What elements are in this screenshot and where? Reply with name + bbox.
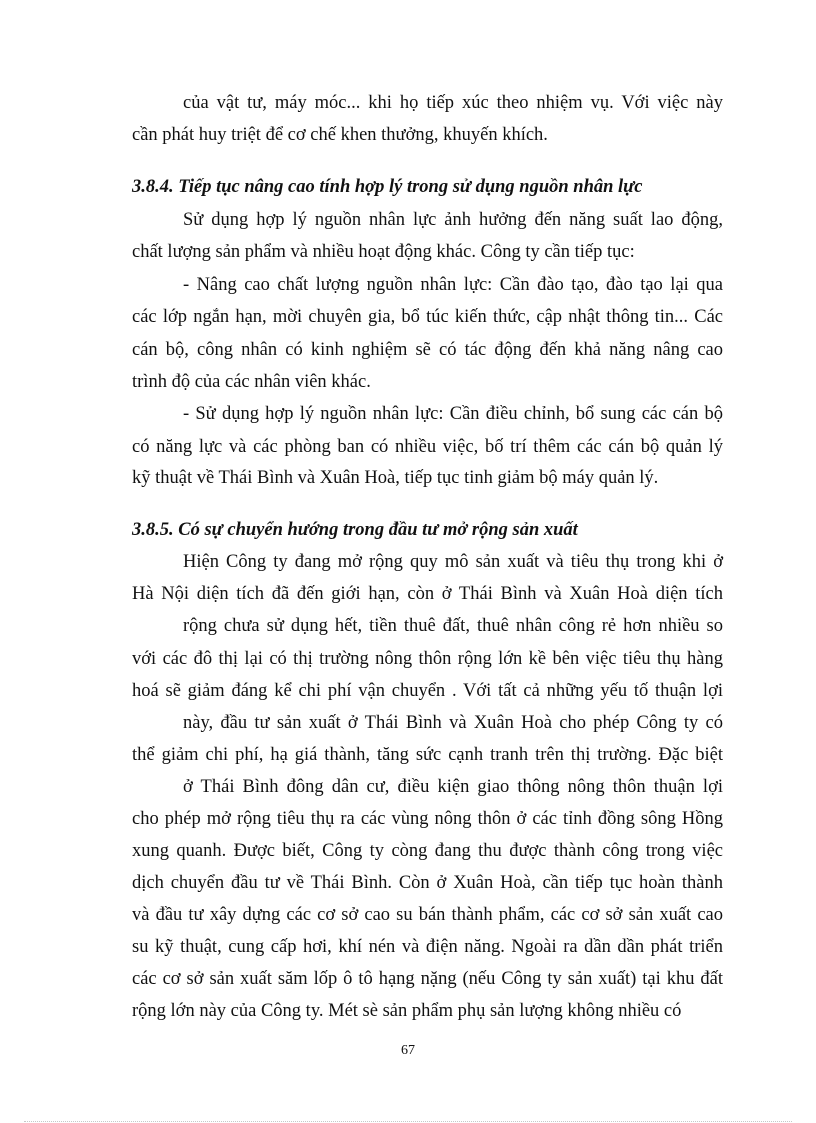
body-text-line: kỹ thuật về Thái Bình và Xuân Hoà, tiếp tục tinh giảm bộ máy quản lý. [132, 468, 659, 488]
body-text-line: hoá sẽ giảm đáng kể chi phí vận chuyển . Với tất cả những yếu tố thuận lợi [132, 681, 723, 701]
body-text-line: cán bộ, công nhân có kinh nghiệm sẽ có tác động đến khả năng nâng cao [132, 340, 723, 360]
section-heading-3-8-5: 3.8.5. Có sự chuyển hướng trong đầu tư mở rộng sản xuất [132, 520, 578, 540]
section-heading-3-8-4: 3.8.4. Tiếp tục nâng cao tính hợp lý trong sử dụng nguồn nhân lực [132, 177, 643, 197]
body-text-line: dịch chuyển đầu tư về Thái Bình. Còn ở Xuân Hoà, cần tiếp tục hoàn thành [132, 873, 723, 893]
body-text-line: có năng lực và các phòng ban có nhiều việc, bố trí thêm các cán bộ quản lý [132, 437, 723, 457]
body-text-line: thể giảm chi phí, hạ giá thành, tăng sức cạnh tranh trên thị trường. Đặc biệt [132, 745, 723, 765]
body-text-line: xung quanh. Được biết, Công ty còng đang thu được thành công trong việc [132, 841, 723, 861]
page-bottom-divider [24, 1121, 792, 1122]
page-number: 67 [401, 1043, 415, 1058]
body-text-line: trình độ của các nhân viên khác. [132, 372, 371, 392]
body-text-line: với các đô thị lại có thị trường nông thôn rộng lớn kề bên việc tiêu thụ hàng [132, 649, 723, 669]
body-text-line: Sử dụng hợp lý nguồn nhân lực ảnh hưởng đến năng suất lao động, [183, 210, 723, 230]
body-text-line: và đầu tư xây dựng các cơ sở cao su bán thành phẩm, các cơ sở sản xuất cao [132, 905, 723, 925]
body-text-line: các lớp ngắn hạn, mời chuyên gia, bổ túc kiến thức, cập nhật thông tin... Các [132, 307, 723, 327]
body-text-line: su kỹ thuật, cung cấp hơi, khí nén và điện năng. Ngoài ra dần dần phát triển [132, 937, 723, 957]
body-text-line: chất lượng sản phẩm và nhiều hoạt động khác. Công ty cần tiếp tục: [132, 242, 635, 262]
body-text-line: rộng chưa sử dụng hết, tiền thuê đất, thuê nhân công rẻ hơn nhiều so [183, 616, 723, 636]
body-text-line: này, đầu tư sản xuất ở Thái Bình và Xuân Hoà cho phép Công ty có [183, 713, 723, 733]
body-text-line: cho phép mở rộng tiêu thụ ra các vùng nông thôn ở các tỉnh đồng sông Hồng [132, 809, 723, 829]
body-text-line: - Sử dụng hợp lý nguồn nhân lực: Cần điều chỉnh, bổ sung các cán bộ [183, 404, 723, 424]
body-text-line: cần phát huy triệt để cơ chế khen thưởng, khuyến khích. [132, 125, 548, 145]
body-text-line: Hiện Công ty đang mở rộng quy mô sản xuất và tiêu thụ trong khi ở [183, 552, 723, 572]
body-text-line: - Nâng cao chất lượng nguồn nhân lực: Cần đào tạo, đào tạo lại qua [183, 275, 723, 295]
body-text-line: Hà Nội diện tích đã đến giới hạn, còn ở Thái Bình và Xuân Hoà diện tích [132, 584, 723, 604]
body-text-line: của vật tư, máy móc... khi họ tiếp xúc theo nhiệm vụ. Với việc này [183, 93, 723, 113]
body-text-line: rộng lớn này của Công ty. Mét sè sản phẩm phụ sản lượng không nhiều có [132, 1001, 682, 1021]
body-text-line: ở Thái Bình đông dân cư, điều kiện giao thông nông thôn thuận lợi [183, 777, 723, 797]
body-text-line: các cơ sở sản xuất săm lốp ô tô hạng nặng (nếu Công ty sản xuất) tại khu đất [132, 969, 723, 989]
